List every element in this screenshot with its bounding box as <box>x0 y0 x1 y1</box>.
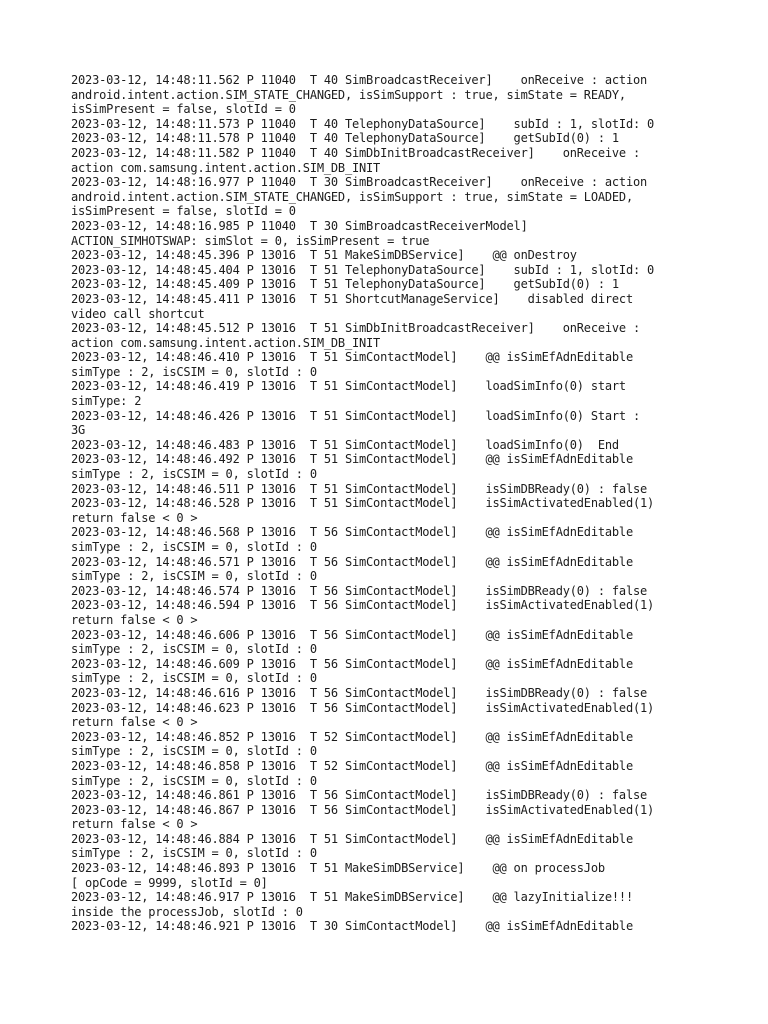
log-line: 2023-03-12, 14:48:45.396 P 13016 T 51 MakeSimDBService] @@ onDestroy <box>71 248 577 263</box>
log-line: 3G <box>71 423 86 438</box>
log-line: simType : 2, isCSIM = 0, slotId : 0 <box>71 773 317 788</box>
log-line: 2023-03-12, 14:48:16.985 P 11040 T 30 SimBroadcastReceiverModel] <box>71 218 528 233</box>
log-line: return false < 0 > <box>71 817 198 832</box>
log-line: 2023-03-12, 14:48:46.419 P 13016 T 51 SimContactModel] loadSimInfo(0) start <box>71 379 626 394</box>
log-line: [ opCode = 9999, slotId = 0] <box>71 875 268 890</box>
log-line: 2023-03-12, 14:48:45.512 P 13016 T 51 SimDbInitBroadcastReceiver] onReceive : <box>71 321 640 336</box>
log-line: simType : 2, isCSIM = 0, slotId : 0 <box>71 467 317 482</box>
log-line: 2023-03-12, 14:48:46.511 P 13016 T 51 SimContactModel] isSimDBReady(0) : false <box>71 481 648 496</box>
log-line: simType : 2, isCSIM = 0, slotId : 0 <box>71 642 317 657</box>
log-line: 2023-03-12, 14:48:46.858 P 13016 T 52 SimContactModel] @@ isSimEfAdnEditable <box>71 758 633 773</box>
log-line: 2023-03-12, 14:48:46.884 P 13016 T 51 SimContactModel] @@ isSimEfAdnEditable <box>71 831 633 846</box>
log-line: inside the processJob, slotId : 0 <box>71 904 303 919</box>
log-line: simType: 2 <box>71 394 142 409</box>
log-line: video call shortcut <box>71 306 205 321</box>
log-line: return false < 0 > <box>71 715 198 730</box>
log-line: 2023-03-12, 14:48:11.578 P 11040 T 40 TelephonyDataSource] getSubId(0) : 1 <box>71 131 619 146</box>
log-line: simType : 2, isCSIM = 0, slotId : 0 <box>71 540 317 554</box>
log-line: isSimPresent = false, slotId = 0 <box>71 102 296 117</box>
log-line: 2023-03-12, 14:48:46.861 P 13016 T 56 SimContactModel] isSimDBReady(0) : false <box>71 788 648 803</box>
log-line: 2023-03-12, 14:48:16.977 P 11040 T 30 SimBroadcastReceiver] onReceive : action <box>71 175 648 190</box>
log-line: simType : 2, isCSIM = 0, slotId : 0 <box>71 671 317 686</box>
log-line: android.intent.action.SIM_STATE_CHANGED, isSimSupport : true, simState = LOADED, <box>71 189 633 204</box>
log-line: action com.samsung.intent.action.SIM_DB_INIT <box>71 160 381 175</box>
log-line: simType : 2, isCSIM = 0, slotId : 0 <box>71 744 317 759</box>
log-line: isSimPresent = false, slotId = 0 <box>71 204 296 219</box>
log-line: 2023-03-12, 14:48:46.609 P 13016 T 56 SimContactModel] @@ isSimEfAdnEditable <box>71 656 633 671</box>
log-line: 2023-03-12, 14:48:46.606 P 13016 T 56 SimContactModel] @@ isSimEfAdnEditable <box>71 627 633 642</box>
log-line: 2023-03-12, 14:48:46.483 P 13016 T 51 SimContactModel] loadSimInfo(0) End <box>71 437 619 452</box>
log-line: return false < 0 > <box>71 612 198 627</box>
log-line: 2023-03-12, 14:48:11.582 P 11040 T 40 SimDbInitBroadcastReceiver] onReceive : <box>71 145 640 160</box>
log-line: ACTION_SIMHOTSWAP: simSlot = 0, isSimPresent = true <box>71 233 430 248</box>
log-line: 2023-03-12, 14:48:46.921 P 13016 T 30 SimContactModel] @@ isSimEfAdnEditable <box>71 919 633 934</box>
log-line: 2023-03-12, 14:48:46.426 P 13016 T 51 SimContactModel] loadSimInfo(0) Start : <box>71 408 640 423</box>
log-line: 2023-03-12, 14:48:46.852 P 13016 T 52 SimContactModel] @@ isSimEfAdnEditable <box>71 729 633 744</box>
log-line: 2023-03-12, 14:48:46.492 P 13016 T 51 SimContactModel] @@ isSimEfAdnEditable <box>71 452 633 467</box>
log-line: 2023-03-12, 14:48:46.528 P 13016 T 51 SimContactModel] isSimActivatedEnabled(1) <box>71 496 655 511</box>
log-line: 2023-03-12, 14:48:46.594 P 13016 T 56 SimContactModel] isSimActivatedEnabled(1) <box>71 598 655 613</box>
log-line: 2023-03-12, 14:48:46.893 P 13016 T 51 MakeSimDBService] @@ on processJob <box>71 861 605 876</box>
log-line: simType : 2, isCSIM = 0, slotId : 0 <box>71 569 317 584</box>
log-line: 2023-03-12, 14:48:45.404 P 13016 T 51 TelephonyDataSource] subId : 1, slotId: 0 <box>71 262 655 277</box>
log-line: return false < 0 > <box>71 510 198 525</box>
log-line: simType : 2, isCSIM = 0, slotId : 0 <box>71 364 317 379</box>
log-line: 2023-03-12, 14:48:46.616 P 13016 T 56 SimContactModel] isSimDBReady(0) : false <box>71 685 648 700</box>
log-line: 2023-03-12, 14:48:46.571 P 13016 T 56 SimContactModel] @@ isSimEfAdnEditable <box>71 554 633 569</box>
log-line: 2023-03-12, 14:48:46.917 P 13016 T 51 MakeSimDBService] @@ lazyInitialize!!! <box>71 890 633 905</box>
log-line: action com.samsung.intent.action.SIM_DB_INIT <box>71 335 381 350</box>
log-line: 2023-03-12, 14:48:46.574 P 13016 T 56 SimContactModel] isSimDBReady(0) : false <box>71 583 648 598</box>
log-line: 2023-03-12, 14:48:45.411 P 13016 T 51 ShortcutManageService] disabled direct <box>71 291 633 306</box>
log-line: 2023-03-12, 14:48:11.562 P 11040 T 40 SimBroadcastReceiver] onReceive : action <box>71 73 648 87</box>
log-line: 2023-03-12, 14:48:46.568 P 13016 T 56 SimContactModel] @@ isSimEfAdnEditable <box>71 525 633 540</box>
log-text-block <box>71 73 731 934</box>
log-line: 2023-03-12, 14:48:11.573 P 11040 T 40 TelephonyDataSource] subId : 1, slotId: 0 <box>71 116 655 131</box>
log-line: 2023-03-12, 14:48:46.867 P 13016 T 56 SimContactModel] isSimActivatedEnabled(1) <box>71 802 655 817</box>
log-line: 2023-03-12, 14:48:46.623 P 13016 T 56 SimContactModel] isSimActivatedEnabled(1) <box>71 700 655 715</box>
log-line: android.intent.action.SIM_STATE_CHANGED, isSimSupport : true, simState = READY, <box>71 87 626 102</box>
log-line: 2023-03-12, 14:48:45.409 P 13016 T 51 TelephonyDataSource] getSubId(0) : 1 <box>71 277 619 292</box>
log-line: 2023-03-12, 14:48:46.410 P 13016 T 51 SimContactModel] @@ isSimEfAdnEditable <box>71 350 633 365</box>
log-line: simType : 2, isCSIM = 0, slotId : 0 <box>71 846 317 861</box>
